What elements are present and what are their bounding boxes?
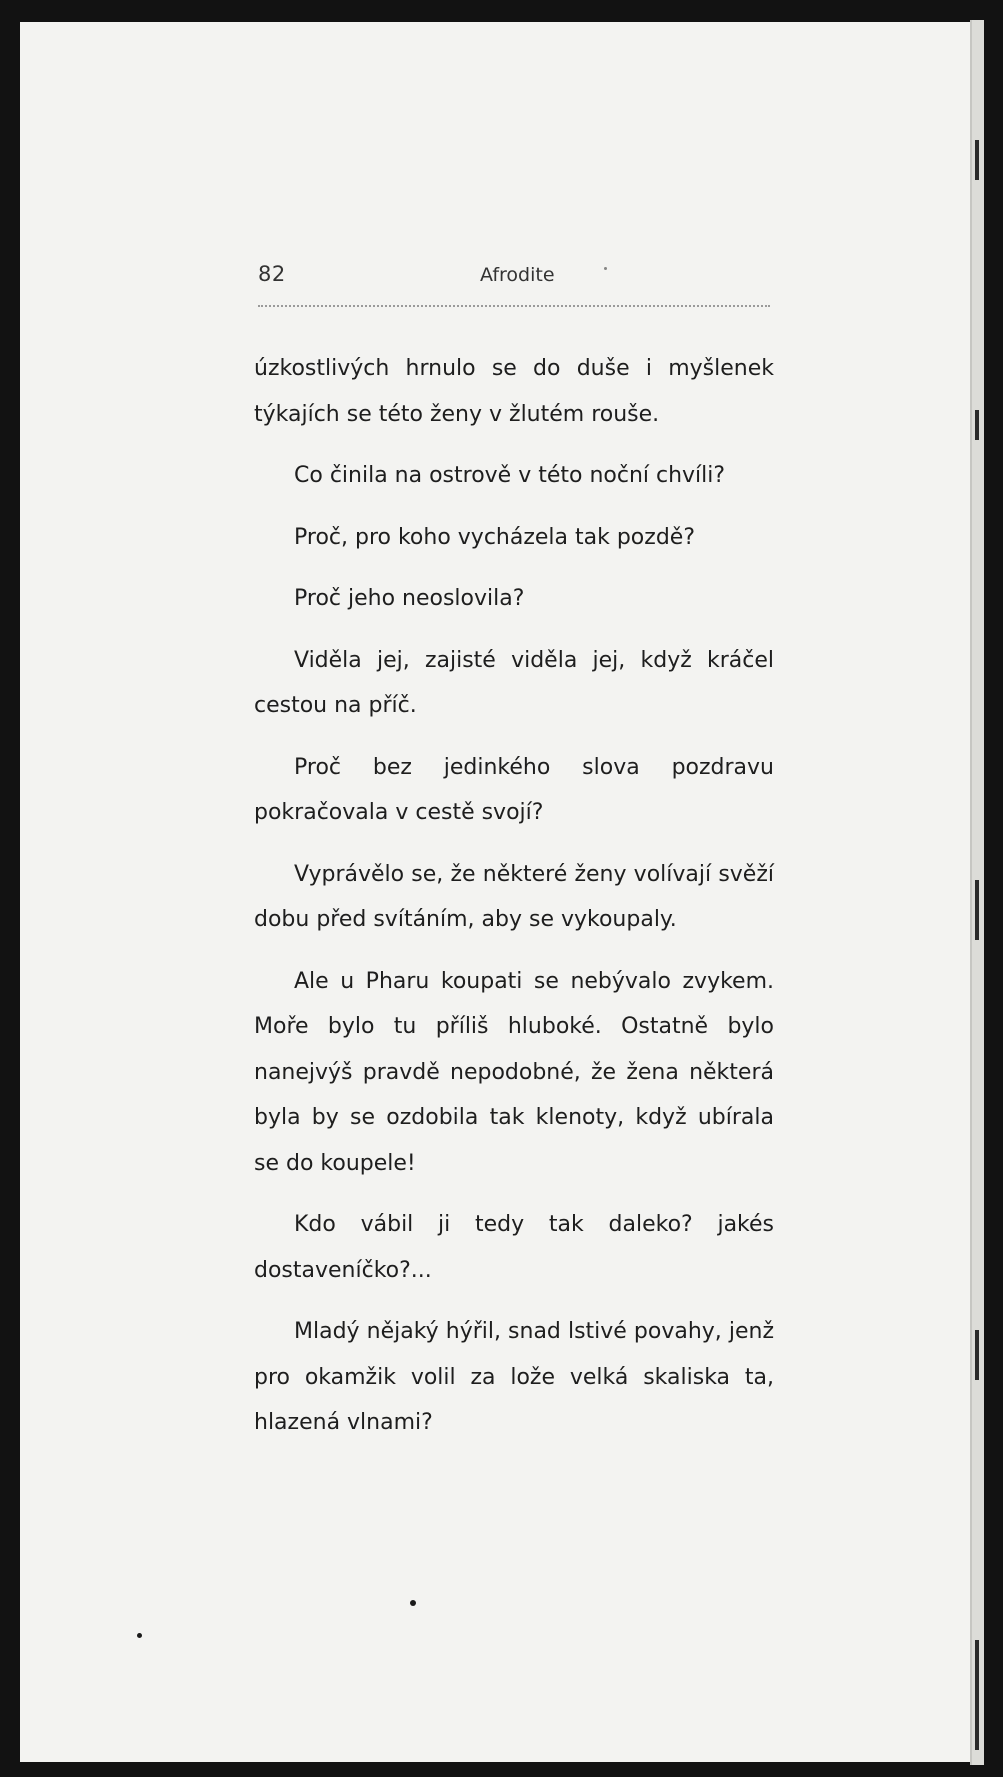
paragraph: Viděla jej, zajisté viděla jej, když kráčel cestou na příč. (254, 647, 774, 718)
paragraph: Mladý nějaký hýřil, snad lstivé povahy, jenž pro okamžik volil za lože velká skaliska ta, hlazená vlnami? (254, 1319, 774, 1435)
edge-mark (975, 1640, 979, 1750)
body-text (254, 346, 774, 1462)
paragraph: Proč jeho neoslovila? (294, 586, 525, 611)
paragraph: Ale u Pharu koupati se nebývalo zvykem. Moře bylo tu příliš hluboké. Ostatně bylo nanejvýš pravdě nepodobné, že žena některá byla by se ozdobila tak klenoty, když ubírala se do koupele! (254, 968, 774, 1176)
edge-mark (975, 880, 979, 940)
paragraph: Co činila na ostrově v této noční chvíli? (294, 463, 726, 488)
running-head (258, 262, 778, 292)
paragraph: Vyprávělo se, že některé ženy volívají svěží dobu před svítáním, aby se vykoupaly. (254, 861, 774, 932)
running-title: Afrodite (480, 264, 555, 286)
paragraph: Proč bez jedinkého slova pozdravu pokračovala v cestě svojí? (254, 754, 774, 825)
paragraph: Kdo vábil ji tedy tak daleko? jakés dostaveníčko?... (254, 1212, 774, 1283)
page-number: 82 (258, 262, 286, 286)
edge-mark (975, 1330, 979, 1380)
scan-speck (410, 1600, 416, 1606)
paragraph: úzkostlivých hrnulo se do duše i myšlenek týkajích se této ženy v žlutém rouše. (254, 356, 774, 427)
scan-speck (137, 1633, 142, 1638)
header-rule (258, 305, 770, 307)
edge-mark (975, 410, 979, 440)
paragraph: Proč, pro koho vycházela tak pozdě? (294, 524, 695, 550)
scan-speck (604, 267, 607, 270)
edge-mark (975, 140, 979, 180)
